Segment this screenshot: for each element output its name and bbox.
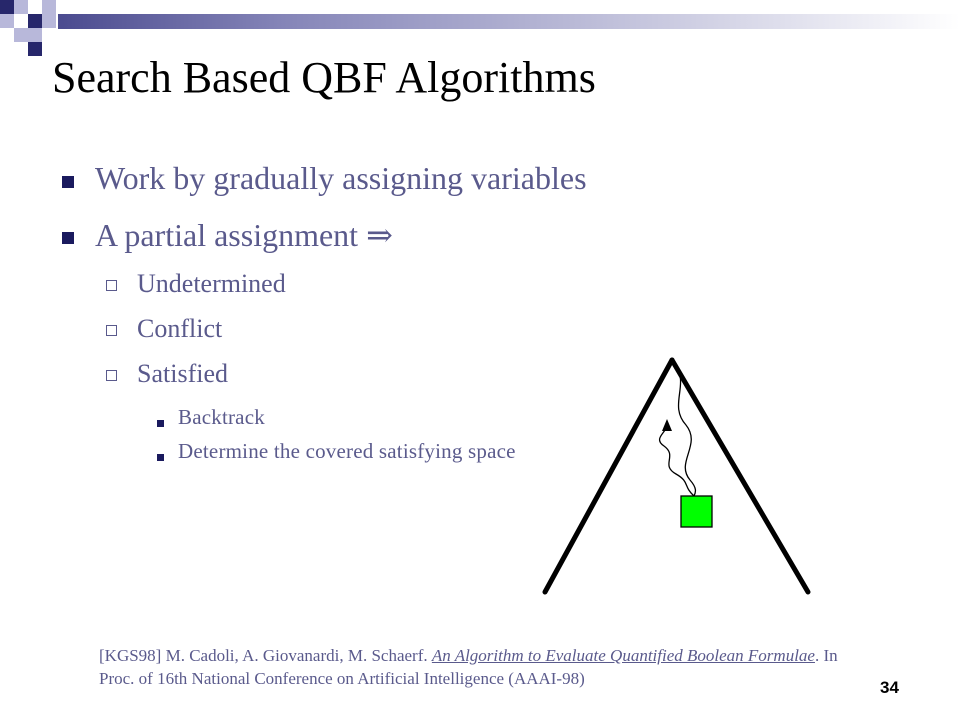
sub-sub-bullet-text: Backtrack bbox=[178, 405, 265, 429]
header-square bbox=[14, 28, 28, 42]
satisfying-space-square bbox=[681, 496, 712, 527]
page-number: 34 bbox=[880, 678, 899, 697]
tree-right-edge bbox=[672, 360, 808, 592]
sub-sub-bullet-text: Determine the covered satisfying space bbox=[178, 439, 516, 463]
header-square bbox=[0, 0, 14, 14]
header-gradient-bar bbox=[58, 14, 960, 29]
sub-bullet-text: Conflict bbox=[137, 314, 223, 343]
header-square bbox=[42, 0, 56, 14]
search-tree-diagram bbox=[520, 340, 840, 610]
sub-bullet-text: Undetermined bbox=[137, 269, 286, 298]
slide-title: Search Based QBF Algorithms bbox=[52, 53, 596, 102]
bullet-text: Work by gradually assigning variables bbox=[95, 160, 587, 196]
reference-suffix: . In Proc. of 16th National Conference on Artificial Intelligence (AAAI-98) bbox=[99, 646, 838, 688]
header-decoration bbox=[0, 0, 960, 60]
checkbox-bullet-icon bbox=[106, 370, 117, 381]
header-square bbox=[14, 0, 28, 14]
header-square bbox=[28, 0, 42, 14]
header-square bbox=[28, 42, 42, 56]
sub-sub-bullet-marker bbox=[157, 420, 164, 427]
sub-bullet-text: Satisfied bbox=[137, 359, 228, 388]
header-square bbox=[0, 14, 14, 28]
reference-prefix: [KGS98] M. Cadoli, A. Giovanardi, M. Schaerf. bbox=[99, 646, 432, 665]
search-path-backtrack bbox=[660, 424, 694, 496]
checkbox-bullet-icon bbox=[106, 280, 117, 291]
reference-link[interactable]: An Algorithm to Evaluate Quantified Boolean Formulae bbox=[431, 646, 815, 665]
bullet-text: A partial assignment ⇒ bbox=[95, 217, 393, 253]
sub-sub-bullet-marker bbox=[157, 454, 164, 461]
header-square bbox=[28, 14, 42, 28]
header-square bbox=[28, 28, 42, 42]
checkbox-bullet-icon bbox=[106, 325, 117, 336]
tree-left-edge bbox=[545, 360, 672, 592]
bullet-marker bbox=[62, 232, 74, 244]
backtrack-arrowhead bbox=[662, 419, 672, 431]
header-square bbox=[14, 14, 28, 28]
header-square bbox=[42, 14, 56, 28]
reference-citation bbox=[99, 644, 859, 690]
bullet-marker bbox=[62, 176, 74, 188]
